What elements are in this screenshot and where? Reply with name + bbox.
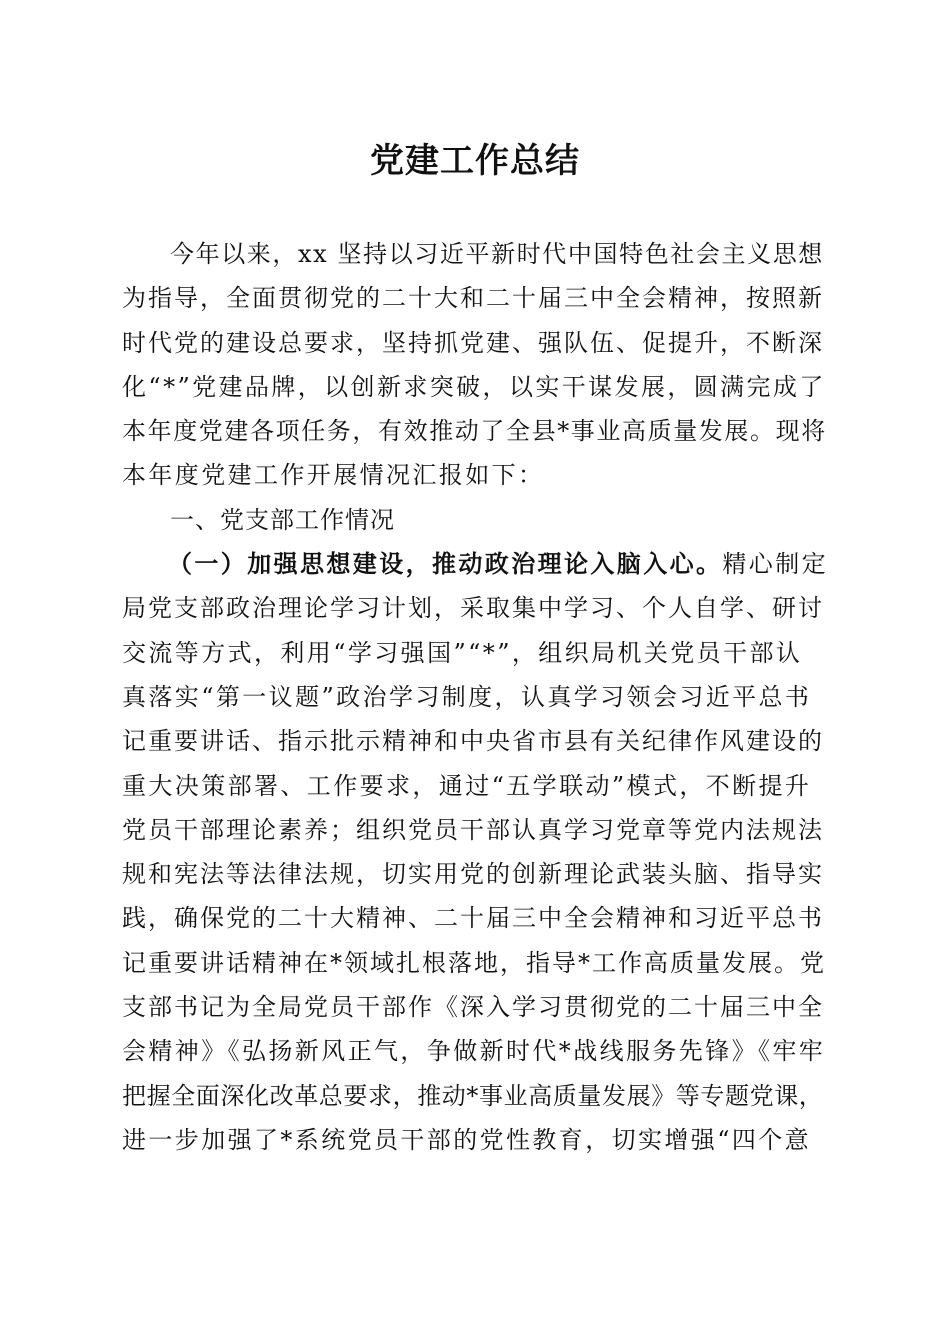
paragraph-line: 把握全面深化改革总要求，推动*事业高质量发展》等专题党课， (122, 1081, 824, 1110)
subsection-line (122, 542, 828, 586)
paragraph-line: 今年以来，xx 坚持以习近平新时代中国特色社会主义思想 (170, 240, 824, 268)
paragraph-line: 时代党的建设总要求，坚持抓党建、强队伍、促提升，不断深 (122, 328, 824, 357)
paragraph-line: 本年度党建工作开展情况汇报如下： (122, 461, 545, 490)
section-heading: 一、党支部工作情况 (170, 505, 395, 534)
paragraph-line: 化“*”党建品牌，以创新求突破，以实干谋发展，圆满完成了 (122, 372, 826, 401)
paragraph-line: 规和宪法等法律法规，切实用党的创新理论武装头脑、指导实 (122, 860, 824, 889)
paragraph-line: 本年度党建各项任务，有效推动了全县*事业高质量发展。现将 (122, 417, 827, 446)
paragraph-line: 局党支部政治理论学习计划，采取集中学习、个人自学、研讨 (122, 594, 824, 623)
paragraph-line: 记重要讲话精神在*领域扎根落地，指导*工作高质量发展。党 (122, 948, 826, 977)
subsection-heading: （一）加强思想建设，推动政治理论入脑入心。 (168, 549, 723, 579)
paragraph-text: 精心制定 (722, 550, 829, 579)
document-body (122, 232, 828, 1162)
paragraph-line: 真落实“第一议题”政治学习制度，认真学习领会习近平总书 (122, 682, 812, 711)
paragraph-line: 为指导，全面贯彻党的二十大和二十届三中全会精神，按照新 (122, 284, 824, 313)
paragraph-line: 重大决策部署、工作要求，通过“五学联动”模式，不断提升 (122, 771, 812, 800)
paragraph-line: 会精神》《弘扬新风正气，争做新时代*战线服务先锋》《牢牢 (122, 1037, 826, 1066)
paragraph-line: 记重要讲话、指示批示精神和中央省市县有关纪律作风建设的 (122, 727, 824, 756)
paragraph-line: 践，确保党的二十大精神、二十届三中全会精神和习近平总书 (122, 904, 824, 933)
paragraph-line: 进一步加强了*系统党员干部的党性教育，切实增强“四个意 (122, 1125, 812, 1154)
paragraph-line: 支部书记为全局党员干部作《深入学习贯彻党的二十届三中全 (122, 993, 824, 1022)
paragraph-line: 交流等方式，利用“学习强国”“*”，组织局机关党员干部认 (122, 638, 803, 667)
paragraph-line: 党员干部理论素养；组织党员干部认真学习党章等党内法规法 (122, 815, 824, 844)
document-title: 党建工作总结 (370, 141, 580, 181)
